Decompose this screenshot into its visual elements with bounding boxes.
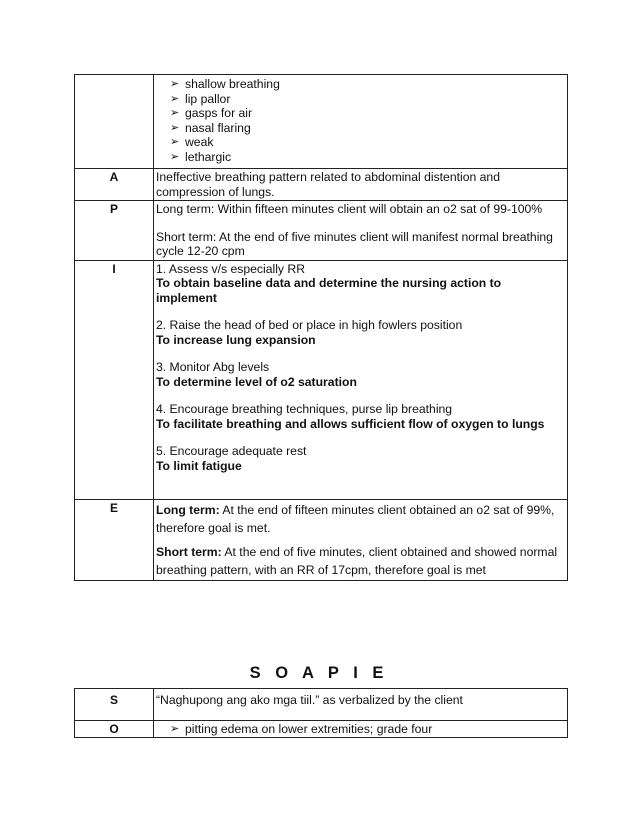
evaluation-row (75, 500, 568, 581)
intervention-rationale: To facilitate breathing and allows sufficient flow of oxygen to lungs (156, 416, 545, 431)
planning-row (75, 201, 568, 261)
subjective-text: “Naghupong ang ako mga tiil.” as verbalized by the client (154, 689, 568, 721)
subjective-label: S (75, 689, 154, 721)
objective-text: pitting edema on lower extremities; grade four (185, 721, 433, 736)
planning-label: P (75, 201, 154, 261)
list-item: ➢ shallow breathing (170, 77, 280, 91)
nursing-care-table (74, 74, 568, 581)
planning-long-term: Long term: Within fifteen minutes client will obtain an o2 sat of 99-100% (156, 202, 543, 216)
cues-cell (154, 75, 568, 169)
list-item: ➢ gasps for air (170, 106, 253, 120)
arrow-bullet-icon: ➢ (170, 150, 180, 163)
intervention-action: 1. Assess v/s especially RR (156, 261, 306, 276)
cues-row (75, 75, 568, 169)
arrow-bullet-icon: ➢ (170, 78, 180, 90)
intervention-action: 4. Encourage breathing techniques, purse lip breathing (156, 402, 453, 416)
soapie-title: S O A P I E (249, 664, 389, 682)
subjective-row (75, 689, 568, 721)
list-item: ➢ weak (170, 135, 214, 149)
list-item: ➢ lethargic (170, 149, 232, 164)
objective-cell (154, 720, 568, 738)
intervention-label: I (75, 260, 154, 500)
intervention-action: 5. Encourage adequate rest (156, 444, 307, 458)
arrow-bullet-icon: ➢ (170, 722, 180, 735)
list-item: ➢ lip pallor (170, 91, 231, 106)
cue-list (156, 77, 565, 164)
soapie-table (74, 688, 568, 738)
intervention-cell (154, 260, 568, 500)
evaluation-label: E (75, 500, 154, 581)
list-item: ➢ nasal flaring (170, 120, 251, 135)
intervention-rationale: To limit fatigue (156, 458, 242, 473)
assessment-row (75, 169, 568, 201)
arrow-bullet-icon: ➢ (170, 136, 180, 148)
intervention-rationale: To determine level of o2 saturation (156, 374, 357, 389)
objective-label: O (75, 720, 154, 738)
planning-short-term: Short term: At the end of five minutes client will manifest normal breathing cycle 12-20 cpm (156, 229, 553, 258)
intervention-row (75, 260, 568, 500)
evaluation-cell (154, 500, 568, 581)
arrow-bullet-icon: ➢ (170, 121, 180, 134)
objective-row (75, 720, 568, 738)
assessment-label: A (75, 169, 154, 201)
arrow-bullet-icon: ➢ (170, 92, 180, 105)
evaluation-short-term: Short term: At the end of five minutes, client obtained and showed normal breathing pattern, with an RR of 17cpm, therefore goal is met (156, 545, 558, 577)
intervention-action: 3. Monitor Abg levels (156, 360, 270, 374)
assessment-text: Ineffective breathing pattern related to abdominal distention and compression of lungs. (154, 169, 568, 201)
intervention-action: 2. Raise the head of bed or place in high fowlers position (156, 318, 463, 332)
list-item (170, 722, 565, 737)
evaluation-long-term: Long term: At the end of fifteen minutes client obtained an o2 sat of 99%, therefore goal is met. (156, 503, 555, 535)
planning-cell (154, 201, 568, 261)
intervention-rationale: To obtain baseline data and determine the nursing action to implement (156, 276, 502, 305)
intervention-rationale: To increase lung expansion (156, 332, 316, 347)
empty-label-cell (75, 75, 154, 169)
arrow-bullet-icon: ➢ (170, 107, 180, 119)
